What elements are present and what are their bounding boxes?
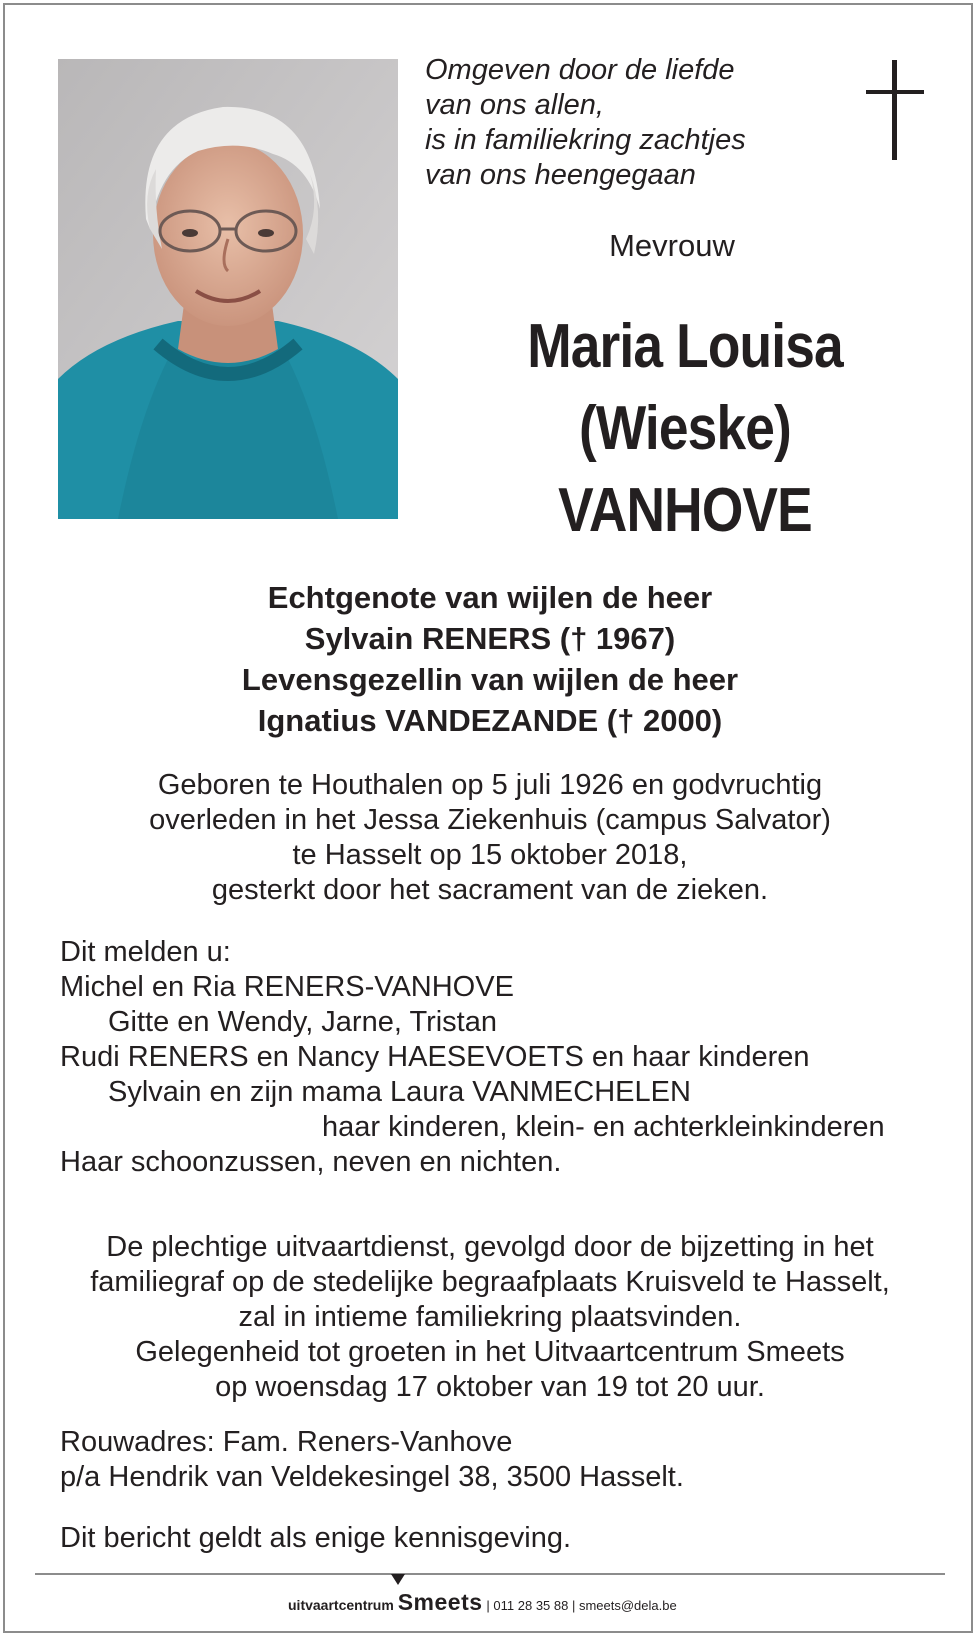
portrait-photo	[58, 59, 398, 519]
footer-prefix: uitvaartcentrum	[288, 1597, 394, 1613]
cross-icon	[866, 60, 924, 160]
spouse-line: Sylvain RENERS († 1967)	[304, 621, 676, 656]
footer-contact	[288, 1589, 677, 1616]
funeral-info	[40, 1230, 940, 1405]
birth-death-line: Geboren te Houthalen op 5 juli 1926 en godvruchtig	[157, 769, 823, 801]
deceased-name	[500, 306, 870, 552]
birth-death-line: te Hasselt op 15 oktober 2018,	[292, 839, 688, 871]
birth-death-line: gesterkt door het sacrament van de zieken.	[211, 874, 769, 906]
funeral-line: Gelegenheid tot groeten in het Uitvaartcentrum Smeets	[135, 1336, 845, 1368]
address-line: Rouwadres: Fam. Reners-Vanhove	[60, 1426, 513, 1458]
notice-line: Dit bericht geldt als enige kennisgeving.	[60, 1522, 572, 1554]
spouse-info	[90, 577, 890, 741]
poem-line: van ons allen,	[425, 89, 604, 121]
name-line: VANHOVE	[558, 476, 812, 545]
birth-death-line: overleden in het Jessa Ziekenhuis (campus Salvator)	[149, 804, 831, 836]
footer-contact-details: | 011 28 35 88 | smeets@dela.be	[486, 1598, 677, 1613]
name-line: (Wieske)	[579, 394, 791, 463]
funeral-line: familiegraf op de stedelijke begraafplaats Kruisveld te Hasselt,	[90, 1266, 890, 1298]
mourning-address	[60, 1425, 960, 1495]
footer-divider	[35, 1573, 945, 1575]
spouse-line: Levensgezellin van wijlen de heer	[241, 662, 739, 697]
announcers-list	[60, 935, 960, 1180]
announcer-line: Sylvain en zijn mama Laura VANMECHELEN	[108, 1076, 691, 1108]
notice-text	[60, 1521, 960, 1556]
spouse-line: Echtgenote van wijlen de heer	[267, 580, 713, 615]
poem-line: is in familiekring zachtjes	[425, 124, 746, 156]
footer-brand: Smeets	[397, 1589, 483, 1615]
funeral-line: op woensdag 17 oktober van 19 tot 20 uur.	[215, 1371, 765, 1403]
opening-poem	[425, 53, 845, 193]
funeral-line: De plechtige uitvaartdienst, gevolgd door de bijzetting in het	[106, 1231, 874, 1263]
address-line: p/a Hendrik van Veldekesingel 38, 3500 Hasselt.	[60, 1461, 684, 1493]
announcer-line: Haar schoonzussen, neven en nichten.	[60, 1146, 562, 1178]
poem-line: van ons heengegaan	[425, 159, 696, 191]
poem-line: Omgeven door de liefde	[425, 54, 735, 86]
birth-death-info	[40, 768, 940, 908]
name-line: Maria Louisa	[527, 312, 843, 381]
arrow-down-icon	[391, 1574, 405, 1585]
announcer-line: Dit melden u:	[60, 936, 231, 968]
honorific-title: Mevrouw	[609, 228, 735, 263]
announcer-line: Rudi RENERS en Nancy HAESEVOETS en haar kinderen	[60, 1041, 810, 1073]
announcer-line: haar kinderen, klein- en achterkleinkinderen	[322, 1111, 885, 1143]
spouse-line: Ignatius VANDEZANDE († 2000)	[257, 703, 723, 738]
funeral-line: zal in intieme familiekring plaatsvinden.	[238, 1301, 742, 1333]
announcer-line: Gitte en Wendy, Jarne, Tristan	[108, 1006, 497, 1038]
announcer-line: Michel en Ria RENERS-VANHOVE	[60, 971, 514, 1003]
